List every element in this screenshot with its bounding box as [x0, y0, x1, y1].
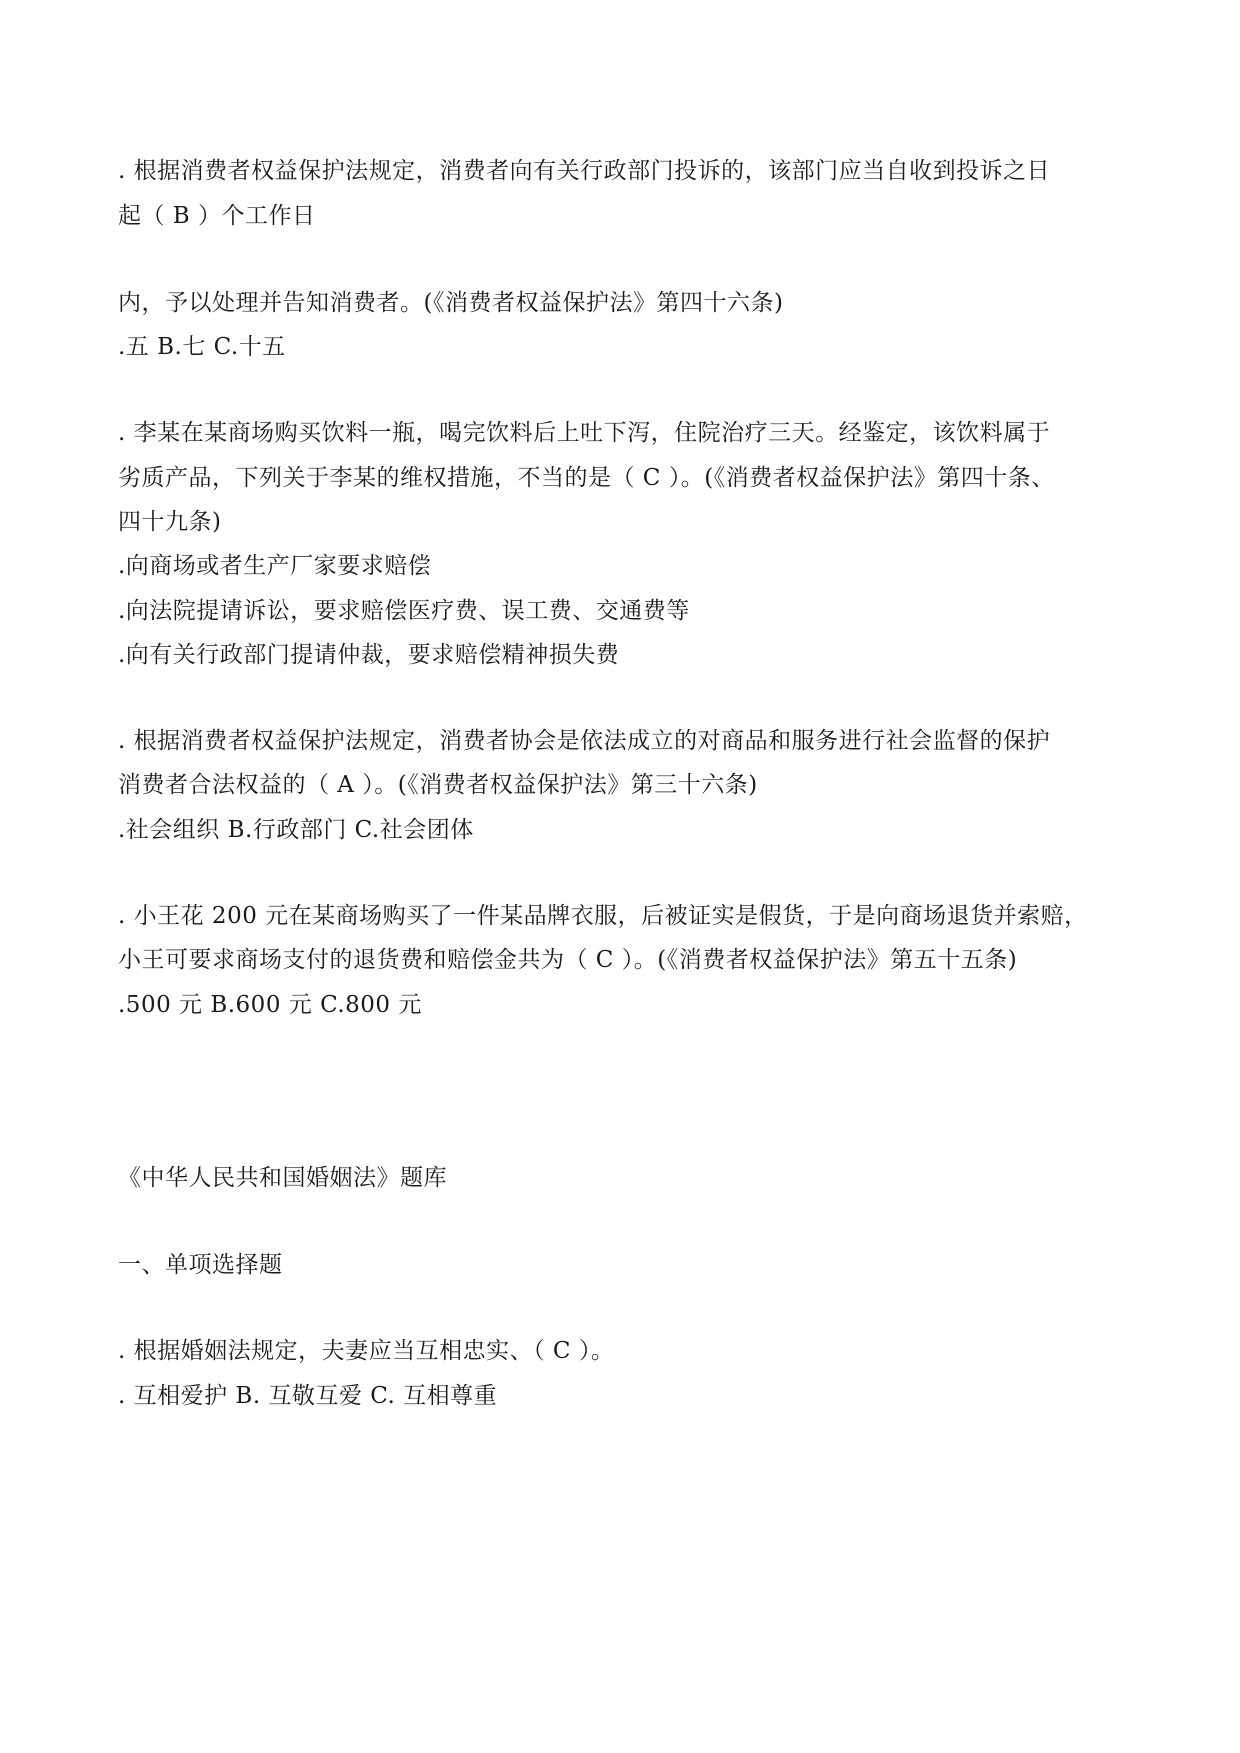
question-4-options: .500 元 B.600 元 C.800 元 — [118, 992, 422, 1018]
question-4-line-1: . 小王花 200 元在某商场购买了一件某品牌衣服，后被证实是假货，于是向商场退货并索赔， — [118, 903, 1088, 929]
question-5-line-1: . 根据婚姻法规定，夫妻应当互相忠实、（ C ）。 — [118, 1338, 615, 1364]
section-subtitle: 一、单项选择题 — [118, 1252, 283, 1278]
question-2-line-2: 劣质产品，下列关于李某的维权措施，不当的是（ C ）。(《消费者权益保护法》第四十条、 — [118, 465, 1055, 491]
question-1-line-2: 起（ B ）个工作日 — [118, 203, 316, 229]
question-3-line-2: 消费者合法权益的（ A ）。(《消费者权益保护法》第三十六条) — [118, 772, 758, 798]
question-4-line-2: 小王可要求商场支付的退货费和赔偿金共为（ C ）。(《消费者权益保护法》第五十五条) — [118, 947, 1018, 973]
question-1-options: .五 B.七 C.十五 — [118, 334, 286, 360]
question-5-options: . 互相爱护 B. 互敬互爱 C. 互相尊重 — [118, 1383, 498, 1409]
question-3-line-1: . 根据消费者权益保护法规定，消费者协会是依法成立的对商品和服务进行社会监督的保护 — [118, 728, 1051, 754]
question-1-line-3: 内，予以处理并告知消费者。(《消费者权益保护法》第四十六条) — [118, 290, 784, 316]
question-2-option-b: .向法院提请诉讼，要求赔偿医疗费、误工费、交通费等 — [118, 598, 690, 624]
question-1-line-1: . 根据消费者权益保护法规定，消费者向有关行政部门投诉的，该部门应当自收到投诉之日 — [118, 158, 1051, 184]
question-2-line-3: 四十九条) — [118, 509, 222, 535]
question-2-option-a: .向商场或者生产厂家要求赔偿 — [118, 553, 432, 579]
question-3-options: .社会组织 B.行政部门 C.社会团体 — [118, 817, 474, 843]
question-2-option-c: .向有关行政部门提请仲裁，要求赔偿精神损失费 — [118, 642, 620, 668]
section-title: 《中华人民共和国婚姻法》题库 — [118, 1165, 447, 1191]
question-2-line-1: . 李某在某商场购买饮料一瓶，喝完饮料后上吐下泻，住院治疗三天。经鉴定，该饮料属于 — [118, 420, 1051, 446]
